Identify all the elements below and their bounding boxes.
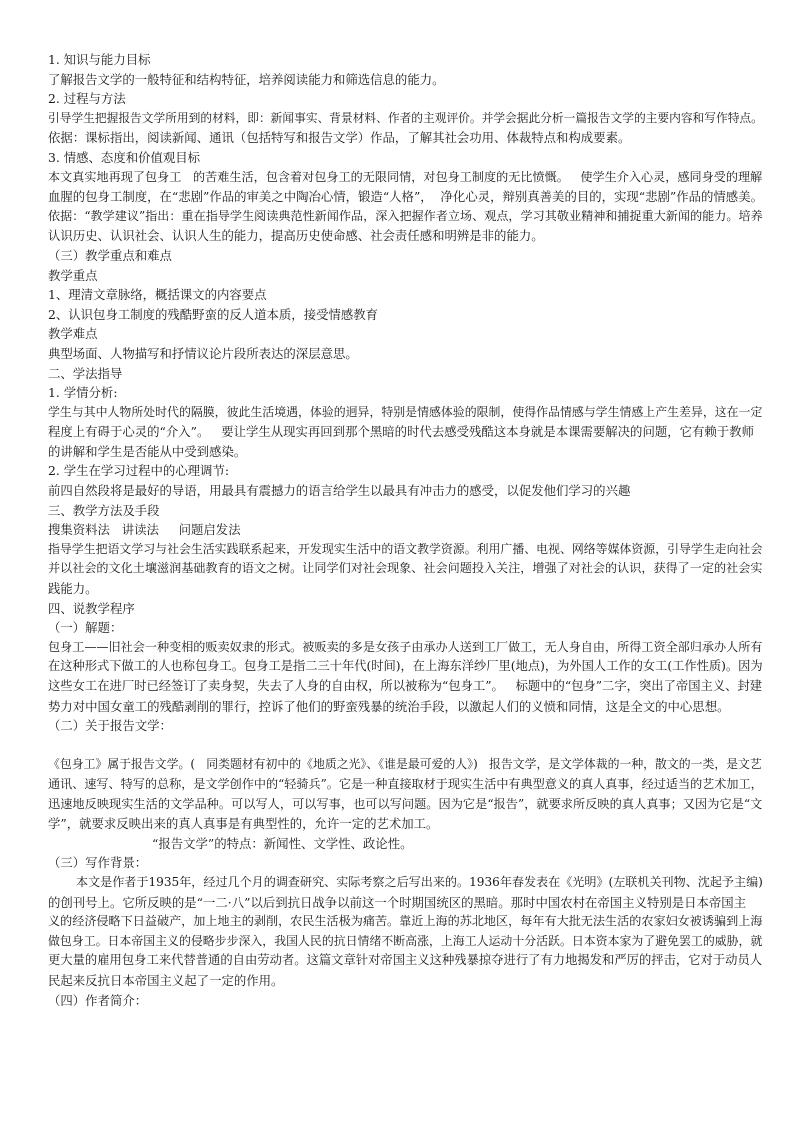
heading-emotion-values: 3. 情感、态度和价值观目标: [48, 149, 201, 165]
subheading-difficult-points: 教学难点: [48, 326, 98, 342]
paragraph-line: 程度上有碍于心灵的“介入”。 要让学生从现实再回到那个黑暗的时代去感受残酷这本身就是本课需要解决的问题，它有赖于教师: [48, 424, 754, 440]
subheading-reportage: （二）关于报告文学：: [48, 718, 172, 734]
paragraph-line: 血腥的包身工制度，在“悲剧”作品的审美之中陶冶心情，锻造“人格”， 净化心灵，辩别真善美的目的，实现“悲剧”作品的情感美。: [48, 189, 763, 205]
paragraph-line: 前四自然段将是最好的导语，用最具有震撼力的语言给学生以最具有冲击力的感受，以促发他们学习的兴趣: [48, 483, 631, 499]
subheading-title-explanation: （一）解题：: [48, 620, 123, 636]
reportage-features: “报告文学”的特点：新闻性、文学性、政论性。: [152, 835, 413, 851]
paragraph-line: 《包身工》属于报告文学。( 同类题材有初中的《地质之光》、《谁是最可爱的人》) 报告文学，是文学体裁的一种，散文的一类，是文艺: [48, 757, 762, 772]
paragraph-line: 践能力。: [48, 581, 98, 597]
paragraph-line: 学”，就要求反映出来的真人真事是有典型性的，允许一定的艺术加工。: [48, 816, 439, 832]
paragraph-line: 学生与其中人物所处时代的隔膜，彼此生活境遇，体验的迥异，特别是情感体验的限制，使得作品情感与学生情感上产生差异，这在一定: [48, 404, 763, 419]
subheading-author-intro: （四）作者简介：: [48, 992, 148, 1008]
paragraph-line: 义的经济侵略下日益破产，加上地主的剥削，农民生活极为痛苦。靠近上海的苏北地区，每年有大批无法生活的农家妇女被诱骗到上海: [48, 914, 763, 929]
subheading-learning-analysis: 1. 学情分析:: [48, 385, 118, 401]
methods-list: 搜集资料法 讲读法 问题启发法: [48, 522, 241, 538]
paragraph-line: 做包身工。日本帝国主义的侵略步步深入，我国人民的抗日情绪不断高涨，上海工人运动十分活跃。日本资本家为了避免罢工的威胁，就: [48, 933, 763, 948]
paragraph-line: 并以社会的文化土壤滋润基础教育的语文之树。让同学们对社会现象、社会问题投入关注，增强了对社会的认识，获得了一定的社会实: [48, 561, 763, 576]
heading-teaching-methods: 三、教学方法及手段: [48, 502, 160, 518]
paragraph-line: 典型场面、人物描写和抒情议论片段所表达的深层意思。: [48, 345, 358, 361]
paragraph-line: 民起来反抗日本帝国主义起了一定的作用。: [48, 972, 284, 988]
heading-key-difficult-points: （三）教学重点和难点: [48, 247, 172, 263]
paragraph-line: 本文真实地再现了包身工 的苦难生活，包含着对包身工的无限同情，对包身工制度的无比愤慨。 使学生介入心灵，感同身受的理解: [48, 169, 763, 184]
paragraph-line: 势力对中国女童工的残酷剥削的罪行，控诉了他们的野蛮残暴的统治手段，以激起人们的义愤和同情，这是全文的中心思想。: [48, 698, 730, 714]
paragraph-line: 依据：“教学建议”指出：重在指导学生阅读典范性新闻作品，深入把握作者立场、观点，学习其敬业精神和捕捉重大新闻的能力。培养: [48, 208, 763, 223]
paragraph-line: 认识历史、认识社会、认识人生的能力，提高历史使命感、社会责任感和明辨是非的能力。: [48, 228, 544, 244]
paragraph-line: 包身工——旧社会一种变相的贩卖奴隶的形式。被贩卖的多是女孩子由承办人送到工厂做工，无人身自由，所得工资全部归承办人所有: [48, 639, 763, 654]
heading-process-method: 2. 过程与方法: [48, 91, 126, 107]
subheading-key-points: 教学重点: [48, 267, 98, 283]
heading-study-guidance: 二、学法指导: [48, 365, 123, 381]
paragraph-line: 指导学生把语文学习与社会生活实践联系起来，开发现实生活中的语文教学资源。利用广播、电视、网络等媒体资源，引导学生走向社会: [48, 541, 763, 556]
paragraph-line: 迅速地反映现实生活的文学品种。可以写人，可以写事，也可以写问题。因为它是“报告”，就要求所反映的真人真事；又因为它是“文: [48, 796, 763, 811]
blank-line: [48, 736, 766, 756]
paragraph-line: 在这种形式下做工的人也称包身工。包身工是指二三十年代(时间)，在上海东洋纱厂里(地点)，为外国人工作的女工(工作性质)。因为: [48, 659, 763, 674]
paragraph-line: 的讲解和学生是否能从中受到感染。: [48, 443, 247, 459]
paragraph-line: 引导学生把握报告文学所用到的材料，即：新闻事实、背景材料、作者的主观评价。并学会据此分析一篇报告文学的主要内容和写作特点。: [48, 110, 763, 125]
paragraph-line: 通讯、速写、特写的总称，是文学创作中的“轻骑兵”。它是一种直接取材于现实生活中有典型意义的真人真事，经过适当的艺术加工，: [48, 776, 763, 791]
paragraph-line: 的创刊号上。它所反映的是“一二·八”以后到抗日战争以前这一个时期国统区的黑暗。那时中国农村在帝国主义特别是日本帝国主: [48, 894, 747, 910]
subheading-psychological-adjustment: 2. 学生在学习过程中的心理调节:: [48, 463, 230, 479]
list-item: 2、认识包身工制度的残酷野蛮的反人道本质，接受情感教育: [48, 306, 379, 322]
heading-teaching-procedure: 四、说教学程序: [48, 600, 135, 616]
paragraph-line: 依据：课标指出，阅读新闻、通讯（包括特写和报告文学）作品，了解其社会功用、体裁特点和构成要素。: [48, 130, 631, 146]
list-item: 1、理清文章脉络，概括课文的内容要点: [48, 287, 267, 303]
subheading-background: （三）写作背景：: [48, 855, 148, 871]
heading-knowledge-ability: 1. 知识与能力目标: [48, 52, 151, 67]
paragraph-line: 了解报告文学的一般特征和结构特征，培养阅读能力和筛选信息的能力。: [48, 71, 445, 87]
paragraph-line: 这些女工在进厂时已经签订了卖身契，失去了人身的自由权，所以被称为“包身工”。 标题中的“包身”二字，突出了帝国主义、封建: [48, 679, 763, 693]
paragraph-line: 本文是作者于1935年，经过几个月的调查研究、实际考察之后写出来的。1936年春发表在《光明》(左联机关刊物、沈起予主编): [76, 874, 763, 889]
document-page: [48, 50, 766, 1010]
paragraph-line: 更大量的雇用包身工来代替普通的自由劳动者。这篇文章针对帝国主义这种残暴掠夺进行了有力地揭发和严厉的抨击，它对于动员人: [48, 953, 763, 968]
